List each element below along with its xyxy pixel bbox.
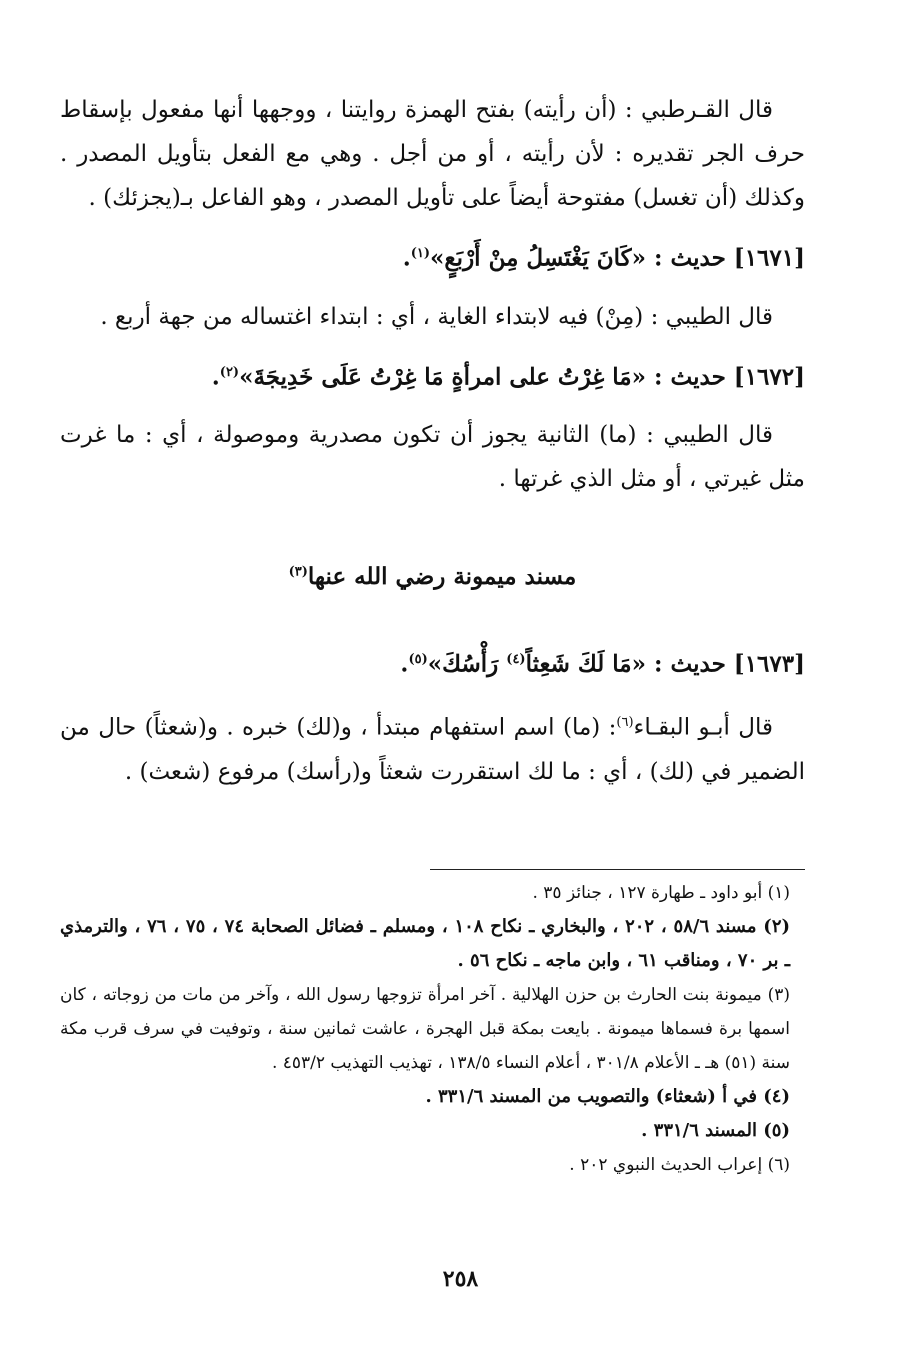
hadith-1673: [١٦٧٣] حديث : «مَا لَكَ شَعِثاً$^{(٤)}$ رَأْسُكَ»$^{(٥)}$. bbox=[400, 650, 805, 678]
paragraph-tibi-1: قال الطيبي : (مِنْ) فيه لابتداء الغاية ، أي : ابتداء اغتساله من جهة أربع . bbox=[100, 303, 773, 330]
footnote-1: (١) أبو داود ـ طهارة ١٢٧ ، جنائز ٣٥ . bbox=[532, 883, 790, 903]
footnote-ref-3: (٣) bbox=[288, 564, 308, 580]
footnote-6: (٦) إعراب الحديث النبوي ٢٠٢ . bbox=[569, 1155, 790, 1175]
hadith-1671: [١٦٧١] حديث : «كَانَ يَغْتَسِلُ مِنْ أَرْبَعٍ»$^{(١)}$. bbox=[402, 244, 805, 272]
footnote-5: (٥) المسند ٣٣١/٦ . bbox=[641, 1120, 790, 1141]
footnote-2: (٢) مسند ٥٨/٦ ، ٢٠٢ ، والبخاري ـ نكاح ١٠٨ ، ومسلم ـ فضائل الصحابة ٧٤ ، ٧٥ ، ٧٦ ، والترمذي ـ بر ٧٠ ، ومناقب ٦١ ، وابن ماجه ـ نكاح ٥٦ . bbox=[60, 916, 791, 971]
hadith-1671-text: [١٦٧١] حديث : «كَانَ يَغْتَسِلُ مِنْ أَرْبَعٍ» bbox=[430, 244, 805, 272]
section-title-text: مسند ميمونة رضي الله عنها bbox=[307, 563, 577, 591]
footnote-divider bbox=[430, 869, 805, 870]
footnote-ref-4: (٤) bbox=[506, 652, 526, 668]
paragraph-tibi-2: قال الطيبي : (ما) الثانية يجوز أن تكون مصدرية وموصولة ، أي : ما غرت مثل غيرتي ، أو مثل الذي غرتها . bbox=[60, 422, 805, 493]
paragraph-abu-albaqa bbox=[60, 701, 805, 794]
hadith-1672: [١٦٧٢] حديث : «مَا غِرْتُ على امرأةٍ مَا غِرْتُ عَلَى خَدِيجَةَ»$^{(٢)}$. bbox=[211, 363, 805, 391]
paragraph-abu-albaqa-a: قال أبـو البقـاء bbox=[633, 714, 774, 741]
footnote-ref-6: (٦) bbox=[616, 714, 634, 730]
hadith-1673-text: [١٦٧٣] حديث : «مَا لَكَ شَعِثاً bbox=[525, 650, 805, 678]
hadith-1673-tail: رَأْسُكَ» bbox=[427, 650, 507, 678]
page-number: ٢٥٨ bbox=[442, 1266, 479, 1292]
paragraph-abu-albaqa-b: : (ما) اسم استفهام مبتدأ ، و(لك) خبره . و(شعثاً) حال من الضمير في (لك) ، أي : ما لك استقررت شعثاً و(رأسك) مرفوع (شعث) . bbox=[60, 714, 805, 785]
hadith-1672-text: [١٦٧٢] حديث : «مَا غِرْتُ على امرأةٍ مَا غِرْتُ عَلَى خَدِيجَةَ» bbox=[239, 363, 805, 391]
main-text bbox=[60, 88, 805, 794]
footnote-3: (٣) ميمونة بنت الحارث بن حزن الهلالية . آخر امرأة تزوجها رسول الله ، وآخر من مات من زوجاته ، كان اسمها برة فسماها ميمونة . بايعت بمكة قبل الهجرة ، عاشت ثمانين سنة ، وتوفيت في سرف قرب مكة سنة (٥١) هـ ـ الأعلام ٣٠١/٨ ، أعلام النساء ١٣٨/٥ ، تهذيب التهذيب ٤٥٣/٢ . bbox=[60, 985, 790, 1073]
section-title bbox=[60, 563, 805, 590]
footnote-ref-1: (١) bbox=[410, 246, 431, 261]
footnote-ref-5: (٥) bbox=[408, 652, 428, 668]
footnote-ref-2: (٢) bbox=[219, 364, 240, 380]
footnote-4: (٤) في أ (شعثاء) والتصويب من المسند ٣٣١/٦ . bbox=[425, 1086, 790, 1107]
paragraph-qurtubi: قال القـرطبي : (أن رأيته) بفتح الهمزة روايتنا ، ووجهها أنها مفعول بإسقاط حرف الجر تقديره : لأن رأيته ، أو من أجل . وهي مع الفعل بتأويل المصدر . وكذلك (أن تغسل) مفتوحة أيضاً على تأويل المصدر ، وهو الفاعل بـ(يجزئك) . bbox=[60, 97, 805, 211]
footnotes bbox=[60, 876, 790, 1182]
